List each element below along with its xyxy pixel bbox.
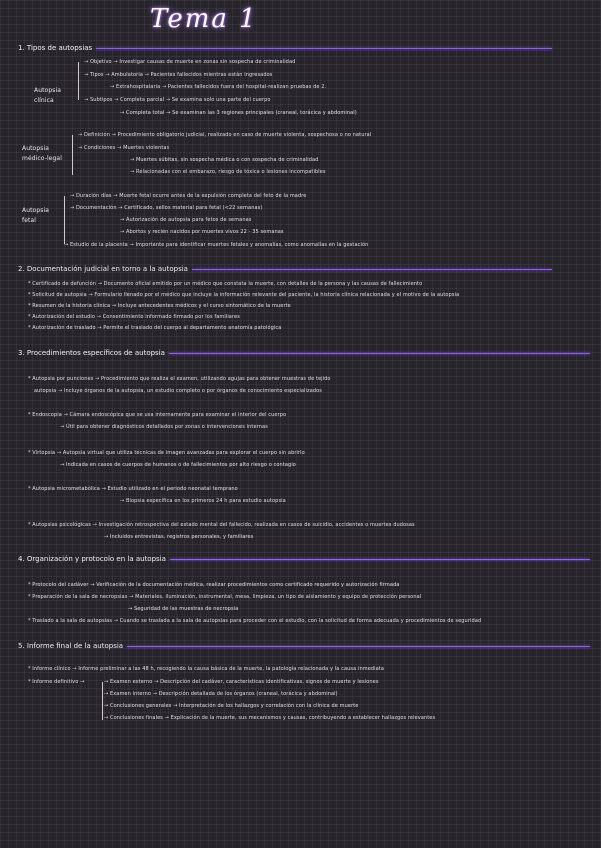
documentation-item: * Certificado de defunción → Documento oficial emitido por un médico que constata la muerte, con detalles de la persona y las causas de fallecimiento [28,281,423,287]
procedure-item: → Biopsia específica en los primeros 24 h para estudio autopsia [120,498,286,504]
bracket-line [72,135,73,175]
protocol-item: → Seguridad de las muestras de necropsia [128,606,239,612]
medico-item: → Relacionadas con el embarazo, riesgo de tóxica o lesiones incompatibles [130,169,326,175]
report-label: * Informe definitivo → [28,679,85,685]
procedure-item: → Indicada en casos de cuerpos de humanos o de fallecimientos por alto riesgo o contagio [60,462,296,468]
procedure-item: → Incluidos entrevistas, registros personales, y familiares [104,534,254,540]
fetal-item: → Documentación → Certificado, sellos material para fetal (<22 semanas) [70,205,263,211]
procedure-item: * Autopsia micrometabólica → Estudio utilizado en el periodo neonatal temprano [28,486,238,492]
fetal-item: → Duración días → Muerte fetal ocurre antes de la expulsión completa del feto de la madre [70,193,307,199]
documentation-item: * Resumen de la historia clínica → Incluye antecedentes médicos y el curso sintomático de la muerte [28,303,291,309]
documentation-item: * Autorización de traslado → Permite el traslado del cuerpo al departamento anatomía patológica [28,325,282,331]
report-item: → Examen interno → Descripción detallada de los órganos (craneal, torácica y abdominal) [104,691,338,697]
report-item: → Conclusiones generales → Interpretación de los hallazgos y correlación con la clínica de muerte [104,703,359,709]
bracket-line [64,196,65,244]
section-rule [96,48,552,49]
section-rule [169,353,590,354]
section-3-title: 3. Procedimientos específicos de autopsia [18,349,165,357]
clinica-item: → Completa total → Se examinan las 3 regiones principales (craneal, torácica y abdominal) [120,110,357,116]
section-3-heading [18,349,590,357]
clinica-item: → Objetivo → Investigar causas de muerte en zonas sin sospecha de criminalidad [84,59,296,65]
section-2-heading [18,265,552,273]
section-4-heading [18,555,590,563]
section-5-title: 5. Informe final de la autopsia [18,642,124,650]
procedure-item: → Útil para obtener diagnósticos detallados por zonas o intervenciones internas [60,424,268,430]
report-item: → Conclusiones finales → Explicación de la muerte, sus mecanismos y causas, contribuyendo a establecer hallazgos relevantes [104,715,436,721]
autopsia-clinica-label: Autopsia clínica [34,87,62,104]
procedure-item: * Autopsias psicológicas → Investigación retrospectiva del estado mental del fallecido, realizada en casos de suicidio, accidentes o muertes dudosas [28,522,415,528]
medico-item: → Definición → Procedimiento obligatorio judicial, realizado en caso de muerte violenta, sospechosa o no natural [78,132,372,138]
protocol-item: * Protocolo del cadáver → Verificación de la documentación médica, realizar procedimientos como certificado requerido y autorización firmada [28,582,400,588]
report-item: * Informe clínico → Informe preliminar a las 48 h, recogiendo la causa básica de la muerte, la patología relacionada y la causa inmediata [28,666,385,672]
medico-item: → Condiciones → Muertes violentas [78,145,170,151]
procedure-item: * Autopsia por punciones → Procedimiento que realiza el examen, utilizando agujas para obtener muestras de tejido [28,376,331,382]
clinica-item: → Subtipos → Completa parcial → Se examina solo una parte del cuerpo [84,97,271,103]
protocol-item: * Preparación de la sala de necropsias → Materiales, iluminación, instrumental, mesa, limpieza, un tipo de aislamiento y equipo de protección personal [28,594,422,600]
report-item: → Examen externo → Descripción del cadáver, características identificativas, signos de muerte y lesiones [104,679,379,685]
fetal-item: → Abortos y recién nacidos por muertes vivos 22 - 35 semanas [120,229,284,235]
documentation-item: * Autorización del estudio → Consentimiento informado firmado por los familiares [28,314,240,320]
autopsia-medico-legal-label: Autopsia médico-legal [22,145,62,162]
section-4-title: 4. Organización y protocolo en la autopsia [18,555,166,563]
documentation-item: * Solicitud de autopsia → Formulario llenado por el médico que incluye la información relevante del paciente, la historia clínica relacionada y el motivo de la autopsia [28,292,460,298]
section-rule [127,646,590,647]
clinica-item: → Extrahospitalaria → Pacientes fallecidos fuera del hospital-realizan pruebas de 2. [110,84,327,90]
procedure-item: * Endoscopia → Cámara endoscópica que se usa internamente para examinar el interior del cuerpo [28,412,287,418]
page-title: Tema 1 [150,4,258,34]
bracket-line [78,62,79,100]
section-2-title: 2. Documentación judicial en torno a la autopsia [18,265,188,273]
medico-item: → Muertes súbitas, sin sospecha médica o con sospecha de criminalidad [130,157,319,163]
procedure-item: * Virtopsia → Autopsia virtual que utiliza técnicas de imagen avanzadas para explorar el cuerpo sin abrirlo [28,450,305,456]
section-rule [170,559,590,560]
procedure-item: autopsia → Incluye órganos de la autopsia, un estudio completo o por órganos de conocimiento especializados [34,388,323,394]
bracket-line [102,682,103,720]
section-5-heading [18,642,590,650]
autopsia-fetal-label: Autopsia fetal [22,207,50,224]
clinica-item: → Tipos → Ambulatoria → Pacientes fallecidos mientras están ingresados [84,72,273,78]
fetal-item: → Autorización de autopsia para fetos de semanas [120,217,252,223]
section-1-heading [18,44,552,52]
protocol-item: * Traslado a la sala de autopsias → Cuando se traslada a la sala de autopsias para proceder con el estudio, con la solicitud de forma adecuada y procedimientos de seguridad [28,618,482,624]
fetal-item: → Estudio de la placenta → Importante para identificar muertes fetales y anomalías, como anomalías en la gestación [64,242,369,248]
section-rule [192,269,552,270]
section-1-title: 1. Tipos de autopsias [18,44,93,52]
